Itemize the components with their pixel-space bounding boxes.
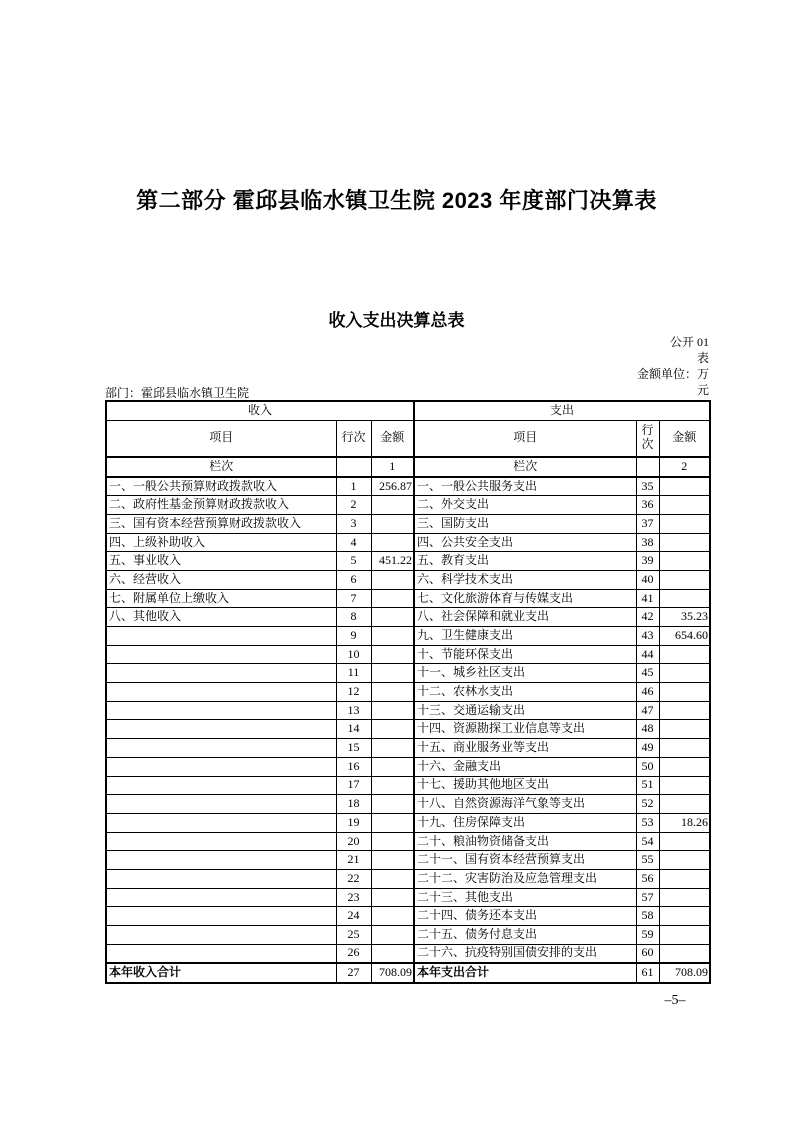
expenditure-item-cell: 十二、农林水支出 bbox=[414, 683, 636, 702]
table-row bbox=[106, 944, 710, 963]
income-amount-cell bbox=[371, 795, 414, 814]
expenditure-rowno-cell: 36 bbox=[636, 496, 659, 515]
expenditure-item-cell: 四、公共安全支出 bbox=[414, 533, 636, 552]
income-rowno-cell: 10 bbox=[336, 645, 371, 664]
income-item-cell: 二、政府性基金预算财政拨款收入 bbox=[106, 496, 336, 515]
expenditure-item-cell: 二、外交支出 bbox=[414, 496, 636, 515]
income-amount-cell: 451.22 bbox=[371, 552, 414, 571]
income-rowno-cell: 17 bbox=[336, 776, 371, 795]
table-row bbox=[106, 832, 710, 851]
income-item-cell: 八、其他收入 bbox=[106, 608, 336, 627]
expenditure-item-cell: 十七、援助其他地区支出 bbox=[414, 776, 636, 795]
table-row bbox=[106, 645, 710, 664]
income-amount-cell bbox=[371, 813, 414, 832]
expenditure-item-cell: 二十五、债务付息支出 bbox=[414, 926, 636, 945]
income-amount-cell bbox=[371, 608, 414, 627]
income-section-header: 收入 bbox=[106, 401, 414, 420]
income-total-amount: 708.09 bbox=[371, 963, 414, 983]
expenditure-rowno-cell: 48 bbox=[636, 720, 659, 739]
expenditure-amount-cell bbox=[659, 720, 710, 739]
income-rowno-cell: 23 bbox=[336, 888, 371, 907]
income-item-cell: 六、经营收入 bbox=[106, 570, 336, 589]
expenditure-column-number: 2 bbox=[659, 457, 710, 477]
expenditure-item-cell: 二十、粮油物资储备支出 bbox=[414, 832, 636, 851]
expenditure-rowno-cell: 43 bbox=[636, 627, 659, 646]
table-row bbox=[106, 533, 710, 552]
income-rowno-cell: 6 bbox=[336, 570, 371, 589]
table-row bbox=[106, 589, 710, 608]
income-amount-cell bbox=[371, 570, 414, 589]
expenditure-item-cell: 十六、金融支出 bbox=[414, 757, 636, 776]
income-item-cell bbox=[106, 795, 336, 814]
expenditure-rowno-cell: 45 bbox=[636, 664, 659, 683]
table-row bbox=[106, 496, 710, 515]
expenditure-amount-cell bbox=[659, 739, 710, 758]
table-row bbox=[106, 683, 710, 702]
expenditure-amount-cell bbox=[659, 888, 710, 907]
income-rowno-cell: 8 bbox=[336, 608, 371, 627]
table-footer bbox=[106, 963, 710, 983]
table-header bbox=[106, 401, 710, 477]
income-amount-cell bbox=[371, 739, 414, 758]
expenditure-item-cell: 十一、城乡社区支出 bbox=[414, 664, 636, 683]
expenditure-amount-cell bbox=[659, 477, 710, 496]
income-amount-cell bbox=[371, 645, 414, 664]
income-rowno-cell: 13 bbox=[336, 701, 371, 720]
expenditure-section-header: 支出 bbox=[414, 401, 710, 420]
document-title: 第二部分 霍邱县临水镇卫生院 2023 年度部门决算表 bbox=[136, 188, 657, 213]
income-item-cell bbox=[106, 776, 336, 795]
expenditure-rowno-column-header: 行次 bbox=[636, 420, 659, 457]
expenditure-amount-cell bbox=[659, 757, 710, 776]
expenditure-item-cell: 二十二、灾害防治及应急管理支出 bbox=[414, 869, 636, 888]
table-row bbox=[106, 813, 710, 832]
expenditure-rowno-cell: 53 bbox=[636, 813, 659, 832]
income-item-cell bbox=[106, 851, 336, 870]
expenditure-rowno-cell: 59 bbox=[636, 926, 659, 945]
expenditure-amount-cell bbox=[659, 664, 710, 683]
income-item-cell bbox=[106, 683, 336, 702]
income-amount-cell bbox=[371, 533, 414, 552]
income-item-cell: 四、上级补助收入 bbox=[106, 533, 336, 552]
income-rowno-cell: 9 bbox=[336, 627, 371, 646]
expenditure-amount-cell bbox=[659, 589, 710, 608]
expenditure-amount-cell bbox=[659, 683, 710, 702]
expenditure-amount-cell bbox=[659, 645, 710, 664]
expenditure-item-cell: 九、卫生健康支出 bbox=[414, 627, 636, 646]
income-item-cell bbox=[106, 757, 336, 776]
income-expenditure-table bbox=[105, 400, 711, 984]
expenditure-item-cell: 一、一般公共服务支出 bbox=[414, 477, 636, 496]
table-row bbox=[106, 757, 710, 776]
income-item-cell bbox=[106, 888, 336, 907]
income-item-cell bbox=[106, 701, 336, 720]
income-total-rowno: 27 bbox=[336, 963, 371, 983]
amount-unit-line-1: 金额单位：万 bbox=[636, 367, 709, 381]
income-column-number: 1 bbox=[371, 457, 414, 477]
income-rowno-cell: 1 bbox=[336, 477, 371, 496]
income-item-cell: 三、国有资本经营预算财政拨款收入 bbox=[106, 514, 336, 533]
income-rowno-cell: 25 bbox=[336, 926, 371, 945]
form-number-line-2: 表 bbox=[696, 351, 709, 365]
income-rowno-cell: 19 bbox=[336, 813, 371, 832]
table-row bbox=[106, 869, 710, 888]
income-amount-cell bbox=[371, 832, 414, 851]
column-header-row bbox=[106, 420, 710, 457]
expenditure-rowno-cell: 54 bbox=[636, 832, 659, 851]
expenditure-index-label: 栏次 bbox=[414, 457, 636, 477]
expenditure-amount-cell bbox=[659, 570, 710, 589]
table-row bbox=[106, 888, 710, 907]
column-index-row bbox=[106, 457, 710, 477]
expenditure-item-cell: 十八、自然资源海洋气象等支出 bbox=[414, 795, 636, 814]
income-amount-cell bbox=[371, 926, 414, 945]
table-row bbox=[106, 776, 710, 795]
income-item-cell bbox=[106, 944, 336, 963]
table-row bbox=[106, 701, 710, 720]
expenditure-amount-cell bbox=[659, 496, 710, 515]
expenditure-rowno-cell: 44 bbox=[636, 645, 659, 664]
expenditure-rowno-cell: 37 bbox=[636, 514, 659, 533]
income-amount-cell bbox=[371, 944, 414, 963]
income-rowno-column-header: 行次 bbox=[336, 420, 371, 457]
expenditure-amount-cell: 654.60 bbox=[659, 627, 710, 646]
expenditure-rowno-cell: 42 bbox=[636, 608, 659, 627]
table-meta-block bbox=[629, 334, 709, 398]
expenditure-rowno-cell: 56 bbox=[636, 869, 659, 888]
income-rowno-cell: 7 bbox=[336, 589, 371, 608]
expenditure-total-amount: 708.09 bbox=[659, 963, 710, 983]
expenditure-rowno-cell: 46 bbox=[636, 683, 659, 702]
table-row bbox=[106, 795, 710, 814]
expenditure-item-cell: 五、教育支出 bbox=[414, 552, 636, 571]
expenditure-index-rowno-cell bbox=[636, 457, 659, 477]
expenditure-item-cell: 二十三、其他支出 bbox=[414, 888, 636, 907]
income-rowno-cell: 15 bbox=[336, 739, 371, 758]
expenditure-rowno-cell: 52 bbox=[636, 795, 659, 814]
amount-unit-line-2: 元 bbox=[696, 383, 709, 397]
expenditure-rowno-cell: 41 bbox=[636, 589, 659, 608]
expenditure-amount-cell bbox=[659, 533, 710, 552]
expenditure-amount-cell: 35.23 bbox=[659, 608, 710, 627]
page-number: –5– bbox=[664, 993, 686, 1008]
table-row bbox=[106, 739, 710, 758]
income-index-rowno-cell bbox=[336, 457, 371, 477]
expenditure-amount-cell bbox=[659, 514, 710, 533]
table-row bbox=[106, 514, 710, 533]
income-amount-cell bbox=[371, 514, 414, 533]
table-row bbox=[106, 570, 710, 589]
income-item-cell bbox=[106, 869, 336, 888]
expenditure-rowno-cell: 57 bbox=[636, 888, 659, 907]
expenditure-item-cell: 十四、资源勘探工业信息等支出 bbox=[414, 720, 636, 739]
expenditure-rowno-cell: 40 bbox=[636, 570, 659, 589]
expenditure-item-cell: 八、社会保障和就业支出 bbox=[414, 608, 636, 627]
income-amount-cell bbox=[371, 683, 414, 702]
income-rowno-cell: 11 bbox=[336, 664, 371, 683]
income-total-label: 本年收入合计 bbox=[106, 963, 336, 983]
expenditure-amount-cell bbox=[659, 776, 710, 795]
income-item-cell bbox=[106, 664, 336, 683]
income-item-column-header: 项目 bbox=[106, 420, 336, 457]
income-rowno-cell: 18 bbox=[336, 795, 371, 814]
table-row bbox=[106, 608, 710, 627]
expenditure-item-cell: 二十六、抗疫特别国债安排的支出 bbox=[414, 944, 636, 963]
income-index-label: 栏次 bbox=[106, 457, 336, 477]
income-rowno-cell: 14 bbox=[336, 720, 371, 739]
income-rowno-cell: 4 bbox=[336, 533, 371, 552]
income-amount-cell bbox=[371, 496, 414, 515]
expenditure-item-column-header: 项目 bbox=[414, 420, 636, 457]
income-amount-cell bbox=[371, 701, 414, 720]
expenditure-rowno-cell: 60 bbox=[636, 944, 659, 963]
form-number-line-1: 公开 01 bbox=[669, 335, 709, 349]
income-item-cell bbox=[106, 739, 336, 758]
income-amount-cell bbox=[371, 907, 414, 926]
income-rowno-cell: 3 bbox=[336, 514, 371, 533]
table-body bbox=[106, 477, 710, 963]
income-rowno-cell: 12 bbox=[336, 683, 371, 702]
expenditure-rowno-cell: 49 bbox=[636, 739, 659, 758]
income-amount-cell bbox=[371, 589, 414, 608]
expenditure-amount-cell bbox=[659, 795, 710, 814]
expenditure-item-cell: 十五、商业服务业等支出 bbox=[414, 739, 636, 758]
income-amount-cell bbox=[371, 888, 414, 907]
income-rowno-cell: 16 bbox=[336, 757, 371, 776]
expenditure-rowno-cell: 38 bbox=[636, 533, 659, 552]
expenditure-amount-cell bbox=[659, 944, 710, 963]
income-rowno-cell: 22 bbox=[336, 869, 371, 888]
income-item-cell: 一、一般公共预算财政拨款收入 bbox=[106, 477, 336, 496]
income-amount-cell bbox=[371, 776, 414, 795]
total-row bbox=[106, 963, 710, 983]
expenditure-rowno-cell: 58 bbox=[636, 907, 659, 926]
expenditure-amount-cell bbox=[659, 552, 710, 571]
expenditure-item-cell: 六、科学技术支出 bbox=[414, 570, 636, 589]
expenditure-total-rowno: 61 bbox=[636, 963, 659, 983]
income-item-cell bbox=[106, 720, 336, 739]
section-header-row bbox=[106, 401, 710, 420]
table-row bbox=[106, 477, 710, 496]
expenditure-item-cell: 二十一、国有资本经营预算支出 bbox=[414, 851, 636, 870]
income-item-cell: 七、附属单位上缴收入 bbox=[106, 589, 336, 608]
income-amount-cell bbox=[371, 851, 414, 870]
income-rowno-cell: 21 bbox=[336, 851, 371, 870]
expenditure-rowno-cell: 47 bbox=[636, 701, 659, 720]
expenditure-rowno-cell: 51 bbox=[636, 776, 659, 795]
expenditure-amount-column-header: 金额 bbox=[659, 420, 710, 457]
table-row bbox=[106, 907, 710, 926]
income-amount-cell bbox=[371, 664, 414, 683]
expenditure-amount-cell: 18.26 bbox=[659, 813, 710, 832]
expenditure-amount-cell bbox=[659, 869, 710, 888]
table-row bbox=[106, 552, 710, 571]
expenditure-item-cell: 二十四、债务还本支出 bbox=[414, 907, 636, 926]
expenditure-amount-cell bbox=[659, 701, 710, 720]
income-item-cell bbox=[106, 926, 336, 945]
expenditure-rowno-cell: 35 bbox=[636, 477, 659, 496]
income-amount-cell: 256.87 bbox=[371, 477, 414, 496]
expenditure-rowno-cell: 55 bbox=[636, 851, 659, 870]
income-rowno-cell: 2 bbox=[336, 496, 371, 515]
income-amount-cell bbox=[371, 720, 414, 739]
expenditure-rowno-cell: 39 bbox=[636, 552, 659, 571]
department-label: 部门：霍邱县临水镇卫生院 bbox=[105, 386, 250, 400]
table-row bbox=[106, 664, 710, 683]
expenditure-item-cell: 十、节能环保支出 bbox=[414, 645, 636, 664]
expenditure-total-label: 本年支出合计 bbox=[414, 963, 636, 983]
income-amount-cell bbox=[371, 627, 414, 646]
expenditure-amount-cell bbox=[659, 926, 710, 945]
table-row bbox=[106, 627, 710, 646]
expenditure-amount-cell bbox=[659, 851, 710, 870]
expenditure-item-cell: 十九、住房保障支出 bbox=[414, 813, 636, 832]
income-rowno-cell: 24 bbox=[336, 907, 371, 926]
income-item-cell: 五、事业收入 bbox=[106, 552, 336, 571]
expenditure-item-cell: 三、国防支出 bbox=[414, 514, 636, 533]
table-title: 收入支出决算总表 bbox=[328, 311, 465, 330]
income-item-cell bbox=[106, 645, 336, 664]
expenditure-rowno-cell: 50 bbox=[636, 757, 659, 776]
income-amount-cell bbox=[371, 869, 414, 888]
expenditure-amount-cell bbox=[659, 832, 710, 851]
table-row bbox=[106, 851, 710, 870]
income-item-cell bbox=[106, 832, 336, 851]
income-item-cell bbox=[106, 907, 336, 926]
table-row bbox=[106, 926, 710, 945]
table-row bbox=[106, 720, 710, 739]
income-amount-column-header: 金额 bbox=[371, 420, 414, 457]
income-item-cell bbox=[106, 627, 336, 646]
expenditure-item-cell: 十三、交通运输支出 bbox=[414, 701, 636, 720]
income-rowno-cell: 26 bbox=[336, 944, 371, 963]
income-item-cell bbox=[106, 813, 336, 832]
income-rowno-cell: 5 bbox=[336, 552, 371, 571]
expenditure-amount-cell bbox=[659, 907, 710, 926]
income-rowno-cell: 20 bbox=[336, 832, 371, 851]
income-amount-cell bbox=[371, 757, 414, 776]
expenditure-item-cell: 七、文化旅游体育与传媒支出 bbox=[414, 589, 636, 608]
